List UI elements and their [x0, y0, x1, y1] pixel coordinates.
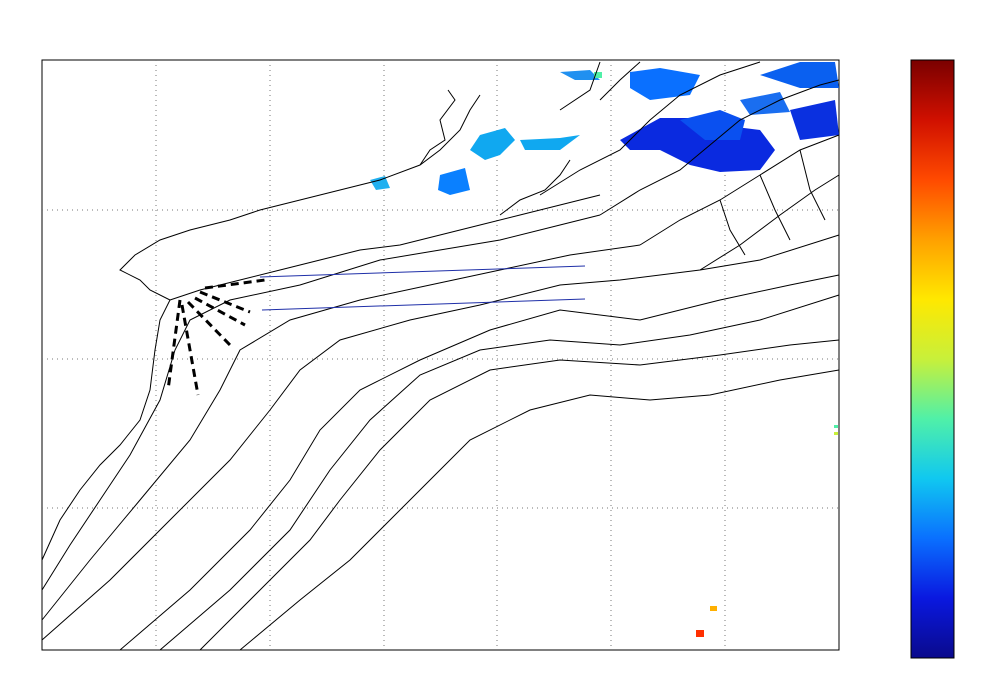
- colorbar: [911, 60, 954, 658]
